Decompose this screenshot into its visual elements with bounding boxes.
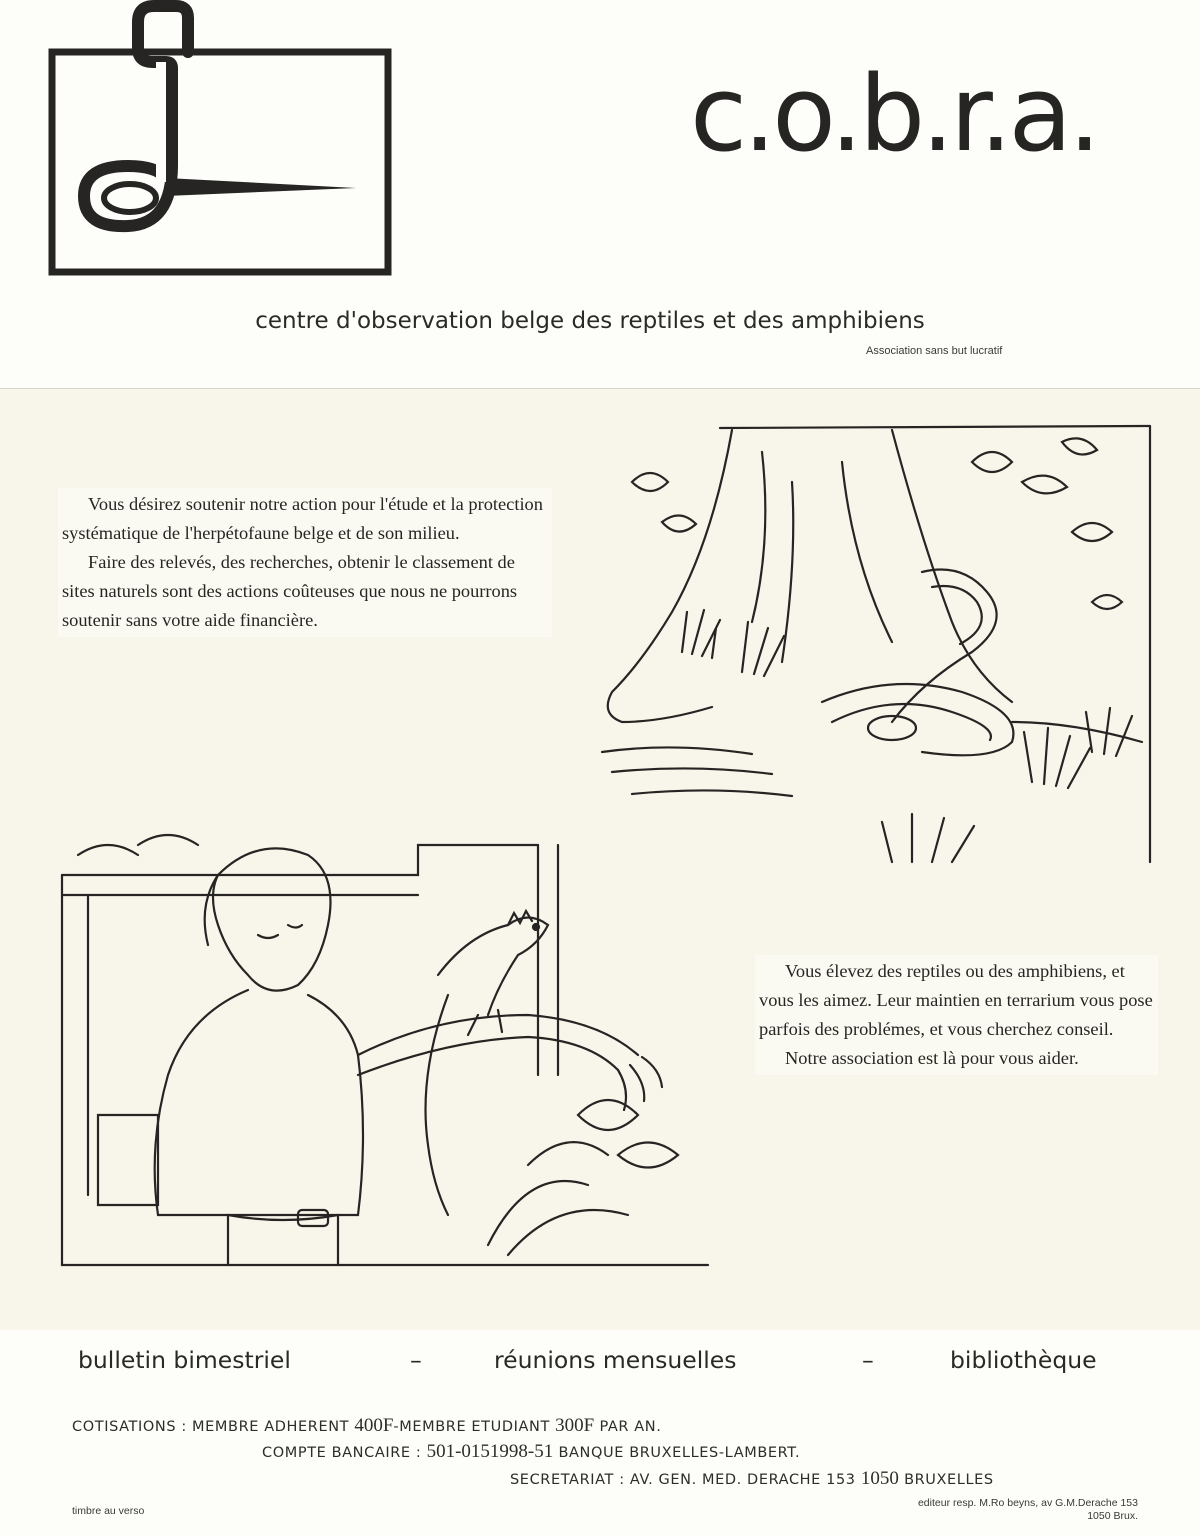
secretariat-city: BRUXELLES [904,1472,994,1488]
association-type: Association sans but lucratif [866,345,1003,357]
student-fee: 300F [555,1415,595,1436]
secretariat-address: SECRETARIAT : AV. GEN. MED. DERACHE 153 [510,1472,856,1488]
organization-subtitle: centre d'observation belge des reptiles et des amphibiens [255,308,925,334]
secretariat-postcode: 1050 [860,1468,899,1489]
boy-with-iguana-illustration [58,815,713,1270]
membership-fees-line [72,1415,661,1437]
membership-label: COTISATIONS : MEMBRE ADHERENT [72,1419,350,1435]
publisher-info [778,1497,1138,1523]
bank-label: COMPTE BANCAIRE : [262,1445,422,1461]
help-paragraph: Vous élevez des reptiles ou des amphibiens, et vous les aimez. Leur maintien en terrarium vous pose parfois des problémes, et vous cherchez conseil. [759,961,1153,1039]
student-label: -MEMBRE ETUDIANT [393,1419,550,1435]
stamp-note: timbre au verso [72,1505,145,1517]
snake-jungle-illustration [592,422,1155,874]
help-text-block [755,955,1158,1075]
bank-account-number: 501-0151998-51 [426,1441,554,1462]
service-library: bibliothèque [950,1346,1097,1374]
service-bulletin: bulletin bimestriel [78,1346,291,1374]
intro-paragraph: Faire des relevés, des recherches, obtenir le classement de sites naturels sont des actions coûteuses que nous ne pourrons soutenir sans votre aide financière. [62,552,518,630]
fee-period: PAR AN. [599,1419,662,1435]
service-separator: – [862,1346,874,1374]
service-meetings: réunions mensuelles [494,1346,737,1374]
cobra-logo [38,0,408,290]
intro-text-block [58,488,552,637]
help-paragraph: Notre association est là pour vous aider. [785,1048,1079,1068]
adherent-fee: 400F [354,1415,394,1436]
secretariat-line [510,1468,994,1490]
brand-title: c.o.b.r.a. [690,53,1098,175]
service-separator: – [410,1346,422,1374]
publisher-line: editeur resp. M.Ro beyns, av G.M.Derache 153 [917,1497,1138,1509]
bank-name: BANQUE BRUXELLES-LAMBERT. [558,1445,801,1461]
intro-paragraph: Vous désirez soutenir notre action pour l'étude et la protection systématique de l'herpétofaune belge et de son milieu. [62,494,543,543]
bank-account-line [262,1441,800,1463]
publisher-city: 1050 Brux. [1087,1510,1138,1522]
